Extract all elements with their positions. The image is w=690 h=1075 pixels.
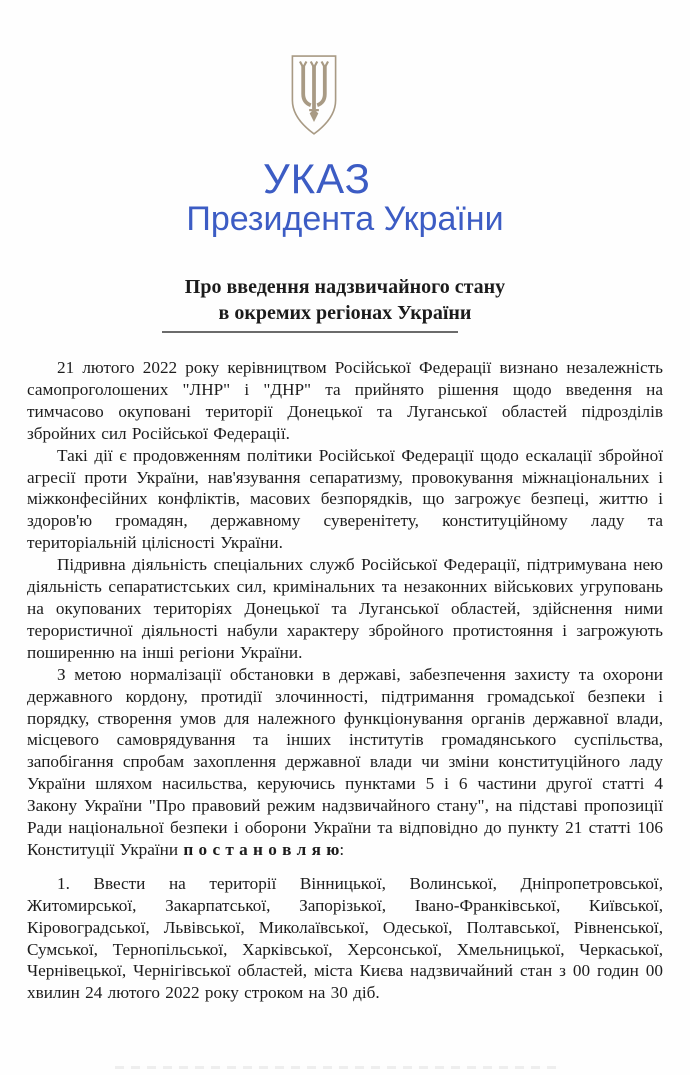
paragraph-purpose-tail: :: [339, 839, 345, 859]
decree-heading: [0, 155, 690, 238]
paragraph-item-1: 1. Ввести на території Вінницької, Волинської, Дніпропетровської, Житомирської, Закарпатської, Запорізької, Івано-Франківської, Київської, Кіровоградської, Львівської, Миколаївської, Одеської, Полтавської, Рівненської, Сумської, Тернопільської, Харківської, Херсонської, Хмельницької, Черкаської, Чернівецької, Чернігівської областей, міста Києва надзвичайний стан з 00 годин 00 хвилин 24 лютого 2022 року строком на 30 діб.: [27, 873, 663, 1003]
decree-title-ukaz: УКАЗ: [262, 155, 372, 202]
paragraph-purpose-lead: З метою нормалізації обстановки в державі, забезпечення захисту та охорони державного кордону, протидії злочинності, підтримання громадської безпеки і порядку, створення умов для належного функціонування органів державної влади, місцевого самоврядування та інших інститутів громадянського суспільства, запобігання спробам захоплення державної влади чи зміни конституційного ладу України шляхом насильства, керуючись пунктами 5 і 6 частини другої статті 4 Закону України "Про правовий режим надзвичайного стану", на підставі пропозиції Ради національної безпеки і оборони України та відповідно до пункту 21 статті 106 Конституції України: [27, 664, 663, 859]
decree-verb-postanovliaiu: п о с т а н о в л я ю: [183, 839, 340, 859]
decree-subject-line2: в окремих регіонах України: [218, 302, 472, 324]
paragraph-recognition: 21 лютого 2022 року керівництвом Російської Федерації визнано незалежність самопроголошених "ЛНР" і "ДНР" та прийнято рішення щодо введення на тимчасово окуповані території Донецької та Луганської областей підрозділів збройних сил Російської Федерації.: [27, 358, 663, 443]
decree-subject: [0, 274, 690, 326]
decree-subject-line1: Про введення надзвичайного стану: [184, 276, 506, 298]
paragraph-policy: Такі дії є продовженням політики Російської Федерації щодо ескалації збройної агресії проти України, нав'язування сепаратизму, провокування міжнаціональних і міжконфесійних конфліктів, масових безпорядків, що загрожує безпеці, життю і здоров'ю громадян, державному суверенітету, конституційному ладу та територіальній цілісності України.: [27, 445, 663, 553]
scan-artifact: [115, 1066, 560, 1069]
decree-body: [27, 357, 663, 1004]
paragraph-subversion: Підривна діяльність спеціальних служб Російської Федерації, підтримувана нею діяльність сепаратистських сил, кримінальних та незаконних військових угруповань на окупованих територіях Донецької та Луганської областей, здійснення ними терористичної діяльності набули характеру збройного протистояння і загрожують поширенню на інші регіони України.: [27, 555, 663, 662]
subtitle-divider-line: [162, 331, 458, 333]
paragraph-purpose: [27, 664, 663, 861]
decree-title-president: Президента України: [186, 200, 504, 238]
trident-coat-of-arms-icon: [287, 52, 341, 138]
